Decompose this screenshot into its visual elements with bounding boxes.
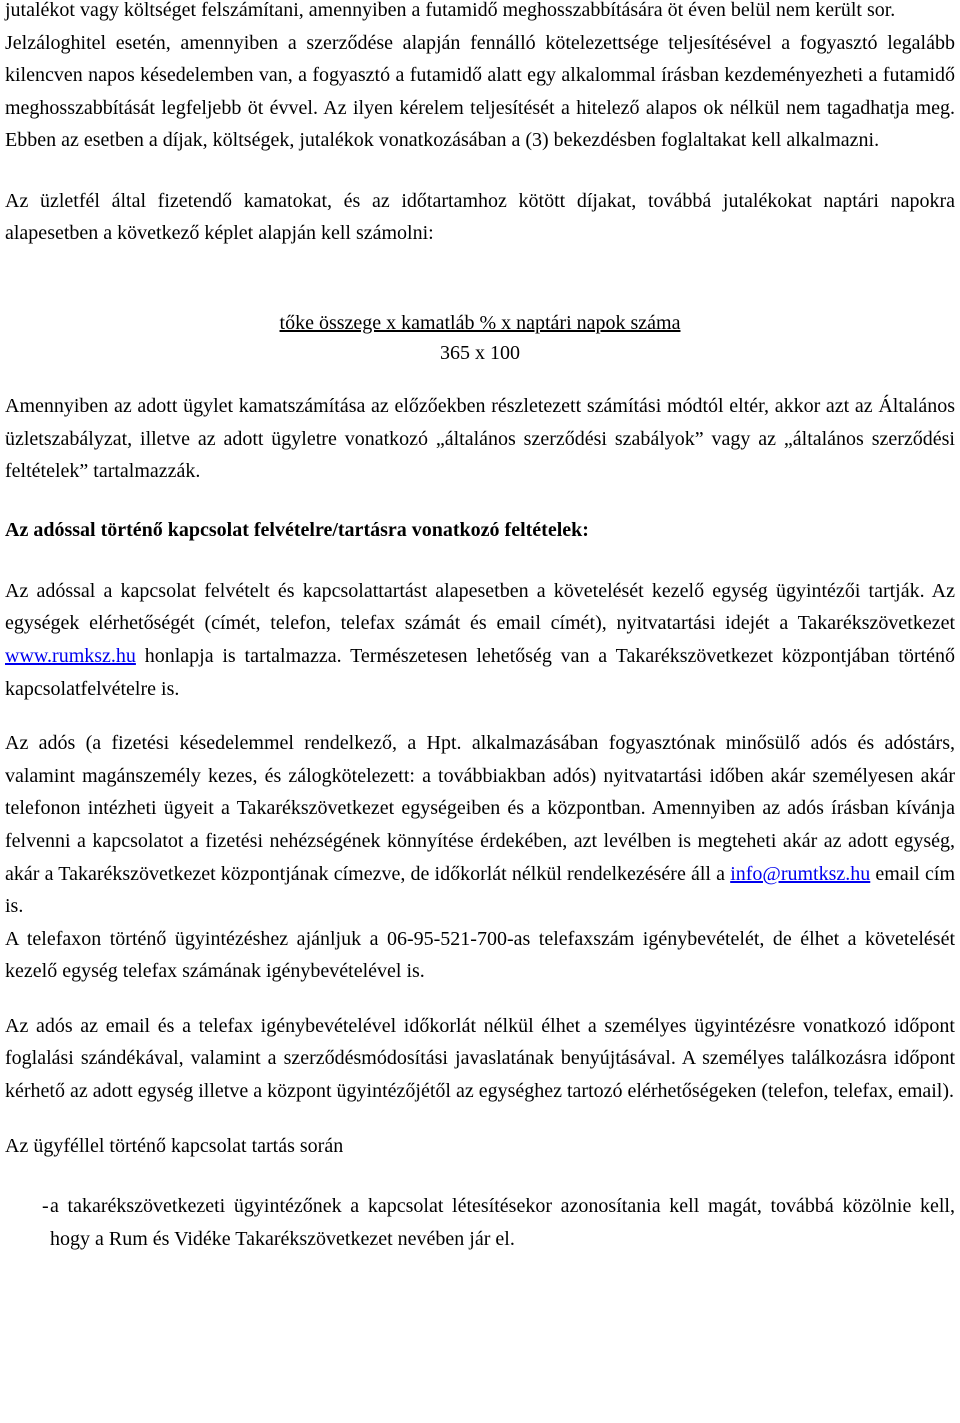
- document-page: [5, 0, 955, 1255]
- paragraph-units: [5, 575, 955, 705]
- interest-formula: [5, 308, 955, 368]
- website-link[interactable]: www.rumksz.hu: [5, 644, 136, 667]
- paragraph-fax: A telefaxon történő ügyintézéshez ajánljuk a 06-95-521-700-as telefaxszám igénybevételét, de élhet a követelését kezelő egység telefax számának igénybevételével is.: [5, 927, 955, 983]
- paragraph-intro: jutalékot vagy költséget felszámítani, amennyiben a futamidő meghosszabbítására öt éven belül nem került sor.: [5, 0, 896, 21]
- paragraph-formula-intro: Az üzletfél által fizetendő kamatokat, és az időtartamhoz kötött díjakat, továbbá jutalékokat naptári napokra alapesetben a következő képlet alapján kell számolni:: [5, 189, 955, 245]
- section-heading-contact: Az adóssal történő kapcsolat felvételre/tartásra vonatkozó feltételek:: [5, 518, 589, 541]
- paragraph-client-contact: Az ügyféllel történő kapcsolat tartás során: [5, 1134, 344, 1157]
- debtor-text-before: Az adós (a fizetési késedelemmel rendelkező, a Hpt. alkalmazásában fogyasztónak minősülő adós és adóstárs, valamint magánszemély kezes, és zálogkötelezett: a továbbiakban adós) nyitvatartási időben akár személyesen akár telefonon intézheti ügyeit a Takarékszövetkezet egységeiben és a központban. Amennyiben az adós írásban kívánja felvenni a kapcsolatot a fizetési nehézségének könnyítése érdekében, azt levélben is megteheti akár az adott egység, akár a Takarékszövetkezet központjának címezve, de időkorlát nélkül rendelkezésére áll a: [5, 732, 955, 885]
- units-text-after: honlapja is tartalmazza. Természetesen lehetőség van a Takarékszövetkezet központjában történő kapcsolatfelvételre is.: [5, 644, 955, 700]
- bullet-item: [5, 1190, 955, 1255]
- formula-denominator: 365 x 100: [440, 341, 520, 364]
- formula-numerator: tőke összege x kamatláb % x naptári napok száma: [279, 311, 681, 334]
- units-text-before: Az adóssal a kapcsolat felvételt és kapcsolattartást alapesetben a követelését kezelő egység ügyintézői tartják. Az egységek elérhetőségét (címét, telefon, telefax számát és email címét), nyitvatartási idejét a Takarékszövetkezet: [5, 579, 955, 635]
- paragraph-debtor: [5, 727, 955, 923]
- paragraph-email-fax: Az adós az email és a telefax igénybevételével időkorlát nélkül élhet a személyes ügyintézésre vonatkozó időpont foglalási szándékával, valamint a szerződésmódosítási javaslatának benyújtásával. A személyes találkozásra időpont kérhető az adott egység illetve a központ ügyintézőjétől az egységhez tartozó elérhetőségeken (telefon, telefax, email).: [5, 1014, 955, 1103]
- debtor-text-after: email cím is.: [5, 862, 955, 918]
- paragraph-calc-exception: Amennyiben az adott ügylet kamatszámítása az előzőekben részletezett számítási módtól eltér, akkor azt az Általános üzletszabályzat, illetve az adott ügyletre vonatkozó „általános szerződési szabályok” vagy az „általános szerződési feltételek” tartalmazzák.: [5, 394, 955, 483]
- bullet-text: a takarékszövetkezeti ügyintézőnek a kapcsolat létesítésekor azonosítania kell magát, továbbá közölnie kell, hogy a Rum és Vidéke Takarékszövetkezet nevében jár el.: [50, 1195, 955, 1250]
- paragraph-mortgage: Jelzáloghitel esetén, amennyiben a szerződése alapján fennálló kötelezettsége teljesítésével a fogyasztó legalább kilencven napos késedelemben van, a fogyasztó a futamidő alatt egy alkalommal írásban kezdeményezheti a futamidő meghosszabbítását legfeljebb öt évvel. Az ilyen kérelem teljesítését a hitelező alapos ok nélkül nem tagadhatja meg. Ebben az esetben a díjak, költségek, jutalékok vonatkozásában a (3) bekezdésben foglaltakat kell alkalmazni.: [5, 31, 955, 152]
- email-link[interactable]: info@rumtksz.hu: [730, 862, 871, 885]
- bullet-dash: -: [42, 1195, 49, 1218]
